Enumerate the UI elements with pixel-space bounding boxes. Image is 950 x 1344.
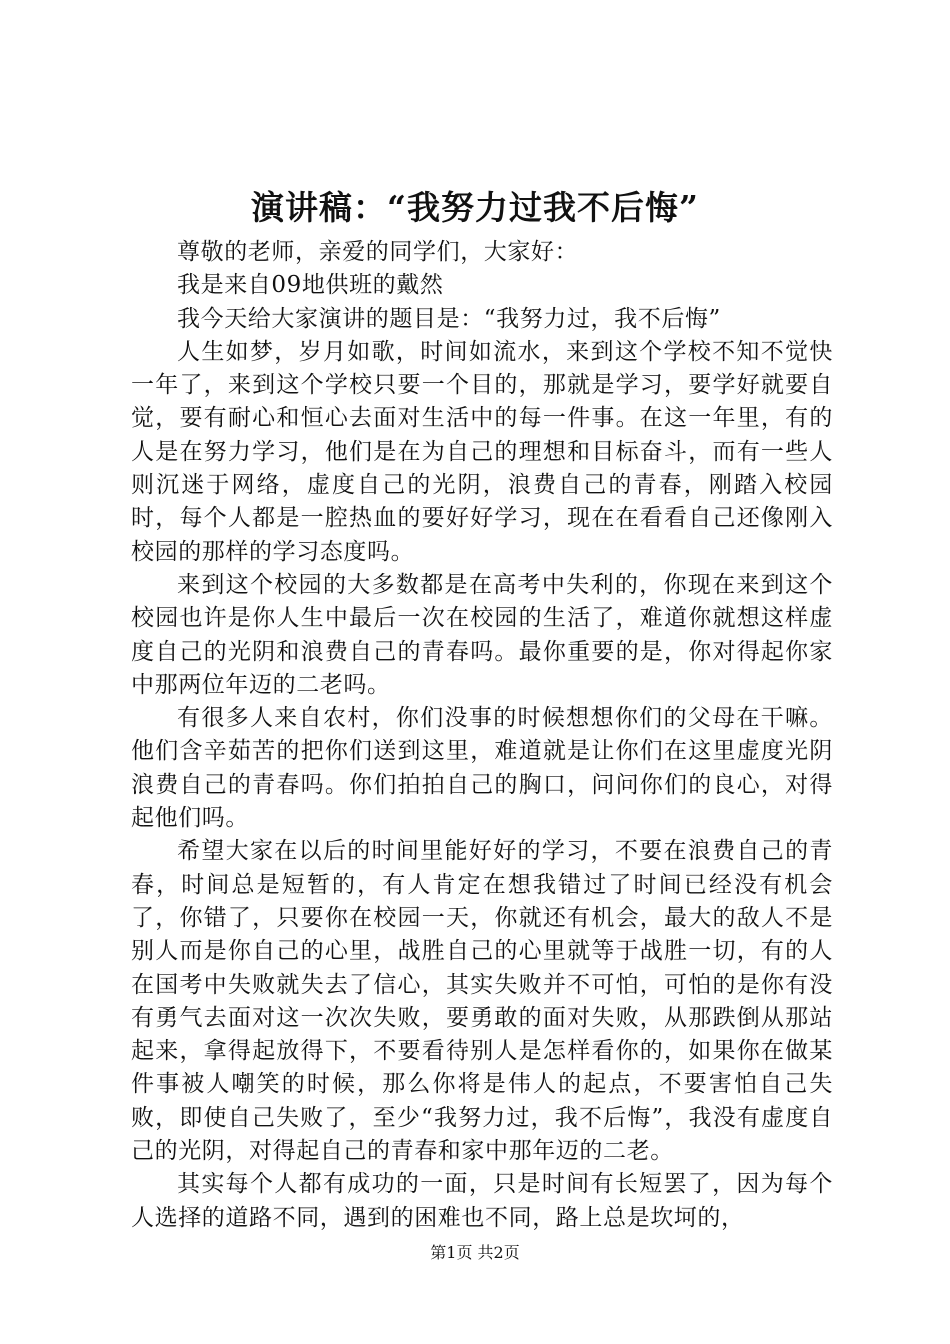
paragraph: 人生如梦，岁月如歌，时间如流水，来到这个学校不知不觉快一年了，来到这个学校只要一个目的，那就是学习，要学好就要自觉，要有耐心和恒心去面对生活中的每一件事。在这一年里，有的人是在努力学习，他们是在为自己的理想和目标奋斗，而有一些人则沉迷于网络，虚度自己的光阴，浪费自己的青春，刚踏入校园时，每个人都是一腔热血的要好好学习，现在在看看自己还像刚入校园的那样的学习态度吗。 <box>131 338 833 565</box>
page-number-footer: 第1页 共2页 <box>430 1243 520 1262</box>
document-title: 演讲稿：“我努力过我不后悔” <box>251 188 699 227</box>
paragraph: 其实每个人都有成功的一面，只是时间有长短罢了，因为每个人选择的道路不同，遇到的困难也不同，路上总是坎坷的， <box>131 1171 833 1231</box>
document-body <box>131 236 833 1235</box>
paragraph-topic: 我今天给大家演讲的题目是：“我努力过，我不后悔” <box>177 305 721 332</box>
paragraph: 希望大家在以后的时间里能好好的学习，不要在浪费自己的青春，时间总是短暂的，有人肯定在想我错过了时间已经没有机会了，你错了，只要你在校园一天，你就还有机会，最大的敌人不是别人而是你自己的心里，战胜自己的心里就等于战胜一切，有的人在国考中失败就失去了信心，其实失败并不可怕，可怕的是你有没有勇气去面对这一次次失败，要勇敢的面对失败，从那跌倒从那站起来，拿得起放得下，不要看待别人是怎样看你的，如果你在做某件事被人嘲笑的时候，那么你将是伟人的起点，不要害怕自己失败，即使自己失败了，至少“我努力过，我不后悔”，我没有虚度自己的光阴，对得起自己的青春和家中那年迈的二老。 <box>131 838 833 1165</box>
paragraph-greeting: 尊敬的老师，亲爱的同学们，大家好： <box>177 239 579 265</box>
paragraph-introduction: 我是来自09地供班的戴然 <box>177 272 444 299</box>
paragraph: 有很多人来自农村，你们没事的时候想想你们的父母在干嘛。他们含辛茹苦的把你们送到这里，难道就是让你们在这里虚度光阴浪费自己的青春吗。你们拍拍自己的胸口，问问你们的良心，对得起他们吗。 <box>131 705 833 832</box>
paragraph: 来到这个校园的大多数都是在高考中失利的，你现在来到这个校园也许是你人生中最后一次在校园的生活了，难道你就想这样虚度自己的光阴和浪费自己的青春吗。最你重要的是，你对得起你家中那两位年迈的二老吗。 <box>131 571 833 698</box>
